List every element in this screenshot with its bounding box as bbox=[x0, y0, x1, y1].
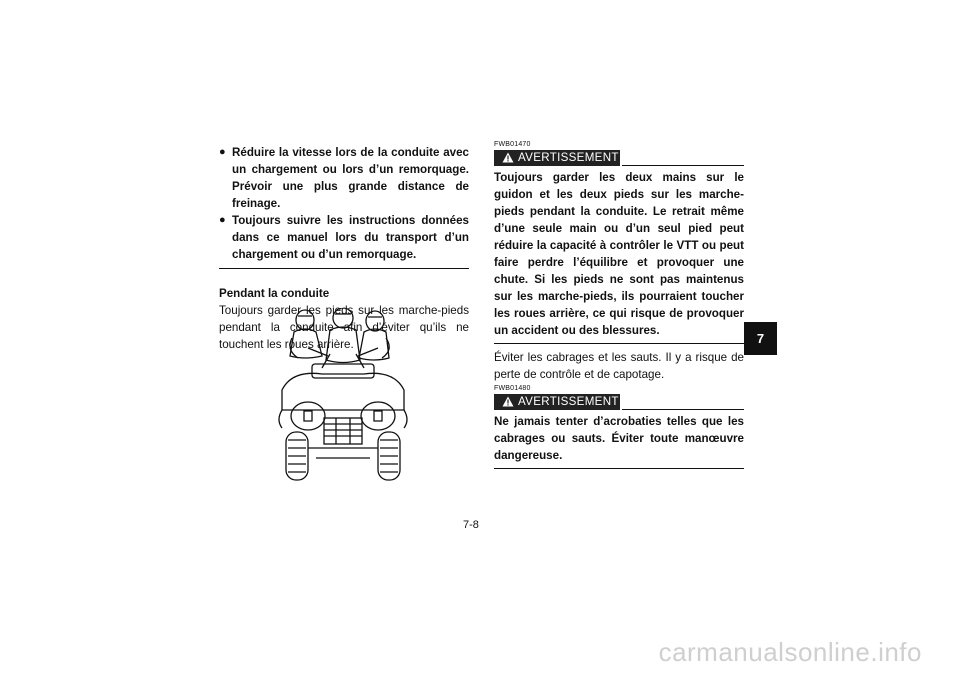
warning-header-rule bbox=[622, 165, 744, 166]
page-number: 7-8 bbox=[463, 519, 479, 531]
bullet-icon: ● bbox=[219, 146, 226, 158]
warning-header bbox=[494, 394, 744, 411]
rider-left-helmet bbox=[296, 310, 314, 330]
warning-triangle-icon bbox=[502, 152, 514, 163]
bullet-text: Toujours suivre les instructions données dans ce manuel lors du transport d’un chargement ou d’un remorquage. bbox=[232, 214, 469, 261]
bullet-text: Réduire la vitesse lors de la conduite avec un chargement ou lors d’un remorquage. Prévoir une plus grande distance de freinage. bbox=[232, 146, 469, 210]
warning-end-rule bbox=[494, 468, 744, 469]
warning-triangle-icon bbox=[502, 396, 514, 407]
warning-label bbox=[494, 150, 620, 166]
rider-right-helmet bbox=[366, 311, 384, 331]
bullet-item bbox=[219, 212, 469, 263]
right-column bbox=[494, 140, 744, 469]
warning-header-rule bbox=[622, 409, 744, 410]
rider-center-helmet bbox=[333, 308, 353, 328]
watermark: carmanualsonline.info bbox=[658, 637, 922, 667]
section-rule bbox=[219, 268, 469, 269]
warning-label bbox=[494, 394, 620, 410]
paragraph: Éviter les cabrages et les sauts. Il y a risque de perte de contrôle et de capotage. bbox=[494, 351, 744, 381]
warning-label-text: AVERTISSEMENT bbox=[518, 151, 619, 164]
chapter-tab: 7 bbox=[744, 322, 777, 355]
warning-code: FWB01470 bbox=[494, 141, 531, 148]
warning-text: Toujours garder les deux mains sur le guidon et les deux pieds sur les marche-pieds pendant la conduite. Le retrait même d’une seule main ou d’un seul pied peut réduire la capacité à contrôler le VTT ou peut faire perdre l’équilibre et provoquer une chute. Si les pieds ne sont pas maintenus sur les marche-pieds, ils pourraient toucher les roues arrière, ce qui risque de provoquer un accident ou des blessures. bbox=[494, 171, 744, 337]
section-text: Toujours garder les pieds sur les marche-pieds pendant la conduite afin d’éviter qu’ils ne touchent les roues arrière. bbox=[219, 304, 469, 351]
warning-header bbox=[494, 150, 744, 167]
bullet-item bbox=[219, 144, 469, 212]
warning-text: Ne jamais tenter d’acrobaties telles que les cabrages ou sauts. Éviter toute manœuvre dangereuse. bbox=[494, 415, 744, 462]
atv-riders-illustration bbox=[278, 308, 408, 488]
bullet-icon: ● bbox=[219, 214, 226, 226]
warning-label-text: AVERTISSEMENT bbox=[518, 395, 619, 408]
warning-code: FWB01480 bbox=[494, 385, 531, 392]
section-heading: Pendant la conduite bbox=[219, 287, 330, 300]
warning-end-rule bbox=[494, 343, 744, 344]
